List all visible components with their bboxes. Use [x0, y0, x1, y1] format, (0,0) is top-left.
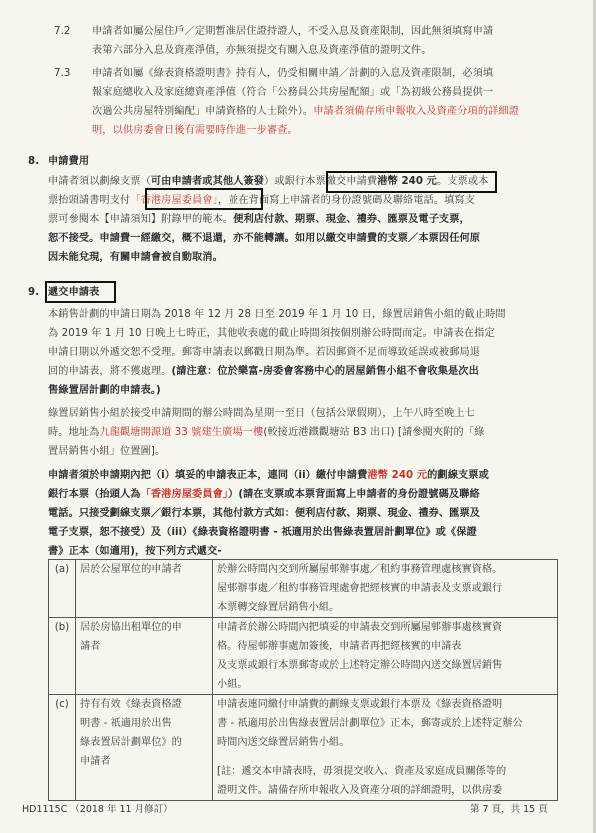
paragraph-line: 本銷售計劃的申請日期為 2018 年 12 月 28 日至 2019 年 1 月 10 日，綠置居銷售小組的截止時間 [48, 309, 506, 320]
paragraph-line: 電話。只接受劃線支票／銀行本票，其他付款方式如：便利店付款、期票、現金、禮券、匯票及 [48, 508, 481, 519]
section-number: 9. [28, 287, 40, 298]
paragraph-text: 銀行本票（抬頭人為 [48, 489, 141, 500]
cell-spacer [217, 752, 553, 762]
row-mark: (c) [49, 695, 76, 801]
cell-line: 時間內送交綠置居銷售小組。 [217, 737, 350, 748]
cell-line: 小組。 [217, 679, 248, 690]
paragraph-text: ）或銀行本票繳交申請費 [264, 176, 378, 187]
cell-line: 明書 - 祇適用於出售 [80, 718, 172, 729]
cell-line: 申請表連同繳付申請費的劃線支票或銀行本票及《綠表資格證明 [217, 699, 503, 710]
warning-text: 恕不接受。申請費一經繳交，概不退還，亦不能轉讓。如用以繳交申請費的支票／本票因任何原 [48, 233, 481, 244]
cell-line: 申請者 [80, 756, 111, 767]
applicant-type-cell [76, 695, 213, 801]
form-code: HD1115C （2018 年 11 月修訂） [22, 804, 173, 815]
section-heading: 申請費用 [48, 156, 90, 167]
applicant-type-cell [76, 560, 213, 618]
paragraph-line: 置居銷售小組」位置圖]。 [48, 446, 166, 457]
paragraph-line: 申請者如屬公屋住戶／定期暫准居住證持證人，不受入息及資產限制，因此無須填寫申請 [92, 26, 494, 37]
section-number: 8. [28, 156, 40, 167]
paragraph-text: 。支票或本 [436, 176, 489, 187]
warning-text: 明，以供房委會日後有需要時作進一步審查。 [92, 125, 298, 136]
row-mark: (b) [49, 618, 76, 695]
cell-line: 居於公屋單位的申請者 [80, 564, 182, 575]
paragraph-text: 時。地址為 [48, 427, 100, 438]
method-cell [213, 695, 558, 801]
item-number: 7.2 [54, 26, 71, 37]
paragraph-line: 表第六部分入息及資產淨值，亦無須提交有關入息及資產淨值的證明文件。 [92, 45, 432, 56]
highlight-box [45, 281, 116, 303]
cell-line: 居於房協出租單位的申 [80, 622, 182, 633]
highlight-box [145, 188, 263, 210]
paragraph-text: 申請者須以劃線支票（ [48, 176, 151, 187]
emphasis-text: 可由申請者或其他人簽發 [150, 176, 265, 187]
paragraph-line [48, 485, 480, 504]
notice-text: 售綠置居計劃的申請表。) [48, 385, 161, 396]
cell-line: [註：遞交本申請表時，毋須提交收入、資產及家庭成員關係等的 [217, 766, 507, 777]
warning-text: 因未能兌現，有關申請會被自動取消。 [48, 252, 223, 263]
method-cell [213, 618, 558, 695]
paragraph-text: 票可參閱本【申請須知】附錄甲的範本。 [48, 214, 234, 225]
paragraph-line: 為 2019 年 1 月 10 日晚上七時正，其他收表處的截止時間須按個別辦公時間而定。申請表在指定 [48, 328, 495, 339]
paragraph-line: 報家庭總收入及家庭總資產淨值（符合「公務員公共房屋配額」或「為初級公務員提供一 [92, 87, 494, 98]
paragraph-text: 回的申請表，將不獲處理。 [48, 366, 172, 377]
table-row [49, 695, 558, 801]
applicant-type-cell [76, 618, 213, 695]
paragraph-text: 的劃線支票或 [427, 470, 489, 481]
paragraph-text: ）(請在支票或本票背面寫上申請者的身份證號碼及聯絡 [228, 489, 480, 500]
highlight-box [326, 171, 497, 193]
row-mark: (a) [49, 560, 76, 618]
cell-line: 及支票或銀行本票郵寄或於上述特定辦公時間內送交綠置居銷售 [217, 660, 503, 671]
notice-text: (請注意：位於樂富-房委會客務中心的居屋銷售小組不會收集是次出 [171, 366, 479, 377]
cell-line: 證明文件。請備存所申報收入及資產分項的詳細證明，以供房委 [217, 785, 503, 796]
cell-line: 請者 [80, 641, 101, 652]
cell-line: 格。待屋邨辦事處加簽後，申請者再把經核實的申請表 [217, 641, 462, 652]
payee-name: 「香港房屋委員會」 [130, 195, 218, 206]
paragraph-line [48, 362, 479, 381]
paragraph-line [48, 466, 489, 485]
fee-amount: 港幣 240 元 [377, 176, 437, 187]
address-text: 九龍觀塘開源道 33 號建生廣場一樓 [99, 427, 264, 438]
item-number: 7.3 [54, 68, 71, 79]
payee-name: 「香港房屋委員會」 [140, 489, 229, 500]
cell-line: 本票轉交綠置居銷售小組。 [217, 602, 340, 613]
cell-line: 綠表置居計劃單位》的 [80, 737, 182, 748]
paragraph-text: (較接近港鐵觀塘站 B3 出口) [請參閱夾附的「綠 [263, 427, 485, 438]
cell-line: 申請者於辦公時間內把填妥的申請表交到所屬屋邨辦事處核實資 [217, 622, 503, 633]
paragraph-line: 申請者如屬《綠表資格證明書》持有人，仍受相關申請／計劃的入息及資產限制，必須填 [92, 68, 494, 79]
warning-text: 便利店付款、期票、現金、禮券、匯票及電子支票， [233, 214, 470, 225]
paragraph-text: 申請者須於申請期內把（i）填妥的申請表正本，連同（ii）繳付申請費 [48, 470, 368, 481]
paragraph-line: 書》正本（如適用)，按下列方式遞交- [48, 546, 222, 557]
cell-line: 持有有效《綠表資格證 [80, 699, 182, 710]
warning-text: 申請者須備存所申報收入及資產分項的詳細證 [313, 106, 519, 117]
paragraph-text: 票抬頭請書明支付 [48, 195, 131, 206]
cell-line: 屋邨辦事處／租約事務管理處會把經核實的申請表及支票或銀行 [217, 583, 503, 594]
table-row [49, 560, 558, 618]
paragraph-line [48, 210, 470, 229]
submission-methods-table [48, 559, 558, 801]
paragraph-text: ，並在背面寫上申請者的身份證號碼及聯絡電話。填寫支 [217, 195, 475, 206]
page-number: 第 7 頁，共 15 頁 [470, 804, 548, 815]
fee-amount: 港幣 240 元 [367, 470, 428, 481]
section-heading: 遞交申請表 [48, 287, 100, 298]
paragraph-line [48, 423, 484, 442]
paragraph-line: 電子支票，恕不接受）及（iii）《綠表資格證明書 - 祇適用於出售綠表置居計劃單位》或《保證 [48, 527, 477, 538]
table-row [49, 618, 558, 695]
paragraph-line: 綠置居銷售小組於接受申請期間的辦公時間為星期一至日（包括公眾假期），上午八時至晚上七 [48, 408, 475, 419]
paragraph-line [92, 102, 519, 121]
method-cell [213, 560, 558, 618]
paragraph-text: 次過公共房屋特別編配」申請資格的人士除外）。 [92, 106, 314, 117]
paragraph-line: 申請日期以外遞交恕不受理。郵寄申請表以郵戳日期為準。若因郵資不足而導致延誤或被郵局退 [48, 347, 481, 358]
cell-line: 書 - 祇適用於出售綠表置居計劃單位》正本，郵寄或於上述特定辦公 [217, 718, 523, 729]
cell-line: 於辦公時間內交到所屬屋邨辦事處／租約事務管理處核實資格。 [217, 564, 503, 575]
